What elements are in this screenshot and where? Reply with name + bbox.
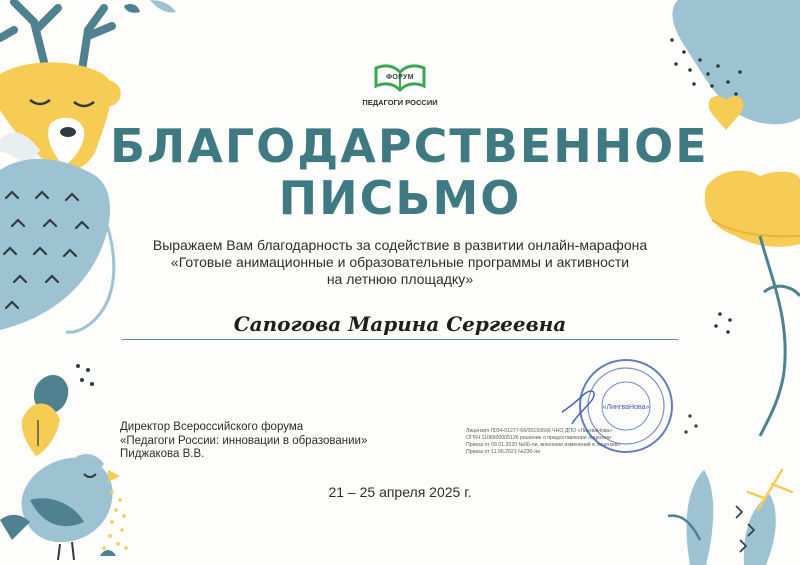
recipient-name: Сапогова Марина Сергеевна (233, 312, 567, 336)
signer-line-1: Директор Всероссийского форума (120, 421, 304, 433)
license-line-2: ОГРН 1106600005126 решение о предоставлении лицензии (466, 435, 611, 441)
stamp-center-text: «ЛингваНова» (602, 404, 650, 411)
license-line-1: Лицензия Л034-01277-66/00193666 ЧНО ДПО «ЛингваНова» (466, 428, 613, 434)
top-leaves (124, 0, 176, 13)
signer-block (120, 421, 367, 462)
deer-antlers-illustration (0, 2, 112, 70)
title-line-2: ПИСЬМО (278, 171, 522, 225)
dots-right-lower (684, 414, 697, 433)
dots-left (76, 364, 94, 386)
forum-logo (352, 62, 448, 112)
logo-top-text: ФОРУМ (386, 74, 414, 81)
signer-line-3: Пиджакова В.В. (120, 448, 205, 460)
license-line-3: Приказ от 09.01.2020 №06-ли, внесении изменений в лицензию (466, 442, 621, 448)
title-line-1: БЛАГОДАРСТВЕННОЕ (110, 119, 709, 173)
blue-hill-shape (0, 159, 110, 330)
yellow-flower-illustration (705, 171, 800, 436)
bird-illustration (0, 454, 120, 560)
heart-shape (709, 96, 744, 130)
dots-right (714, 312, 732, 334)
bottom-right-plants (668, 470, 792, 565)
flower-bud-illustration (22, 375, 69, 456)
intro-line-2: «Готовые анимационные и образовательные программы и активности (170, 254, 630, 270)
intro-line-1: Выражаем Вам благодарность за содействие в развитии онлайн-марафона (152, 237, 648, 253)
official-stamp (562, 350, 682, 460)
deer-head-illustration (0, 62, 121, 170)
intro-text (110, 237, 690, 288)
logo-bottom-text: ПЕДАГОГИ РОССИИ (362, 98, 438, 107)
intro-line-3: на летнюю площадку» (326, 271, 474, 287)
recipient-underline (122, 339, 678, 340)
signer-line-2: «Педагоги России: инновации в образовании» (120, 434, 368, 447)
license-line-4: Приказ от 11.06.2021 №230-ли (466, 449, 541, 455)
event-dates: 21 – 25 апреля 2025 г. (328, 484, 472, 500)
